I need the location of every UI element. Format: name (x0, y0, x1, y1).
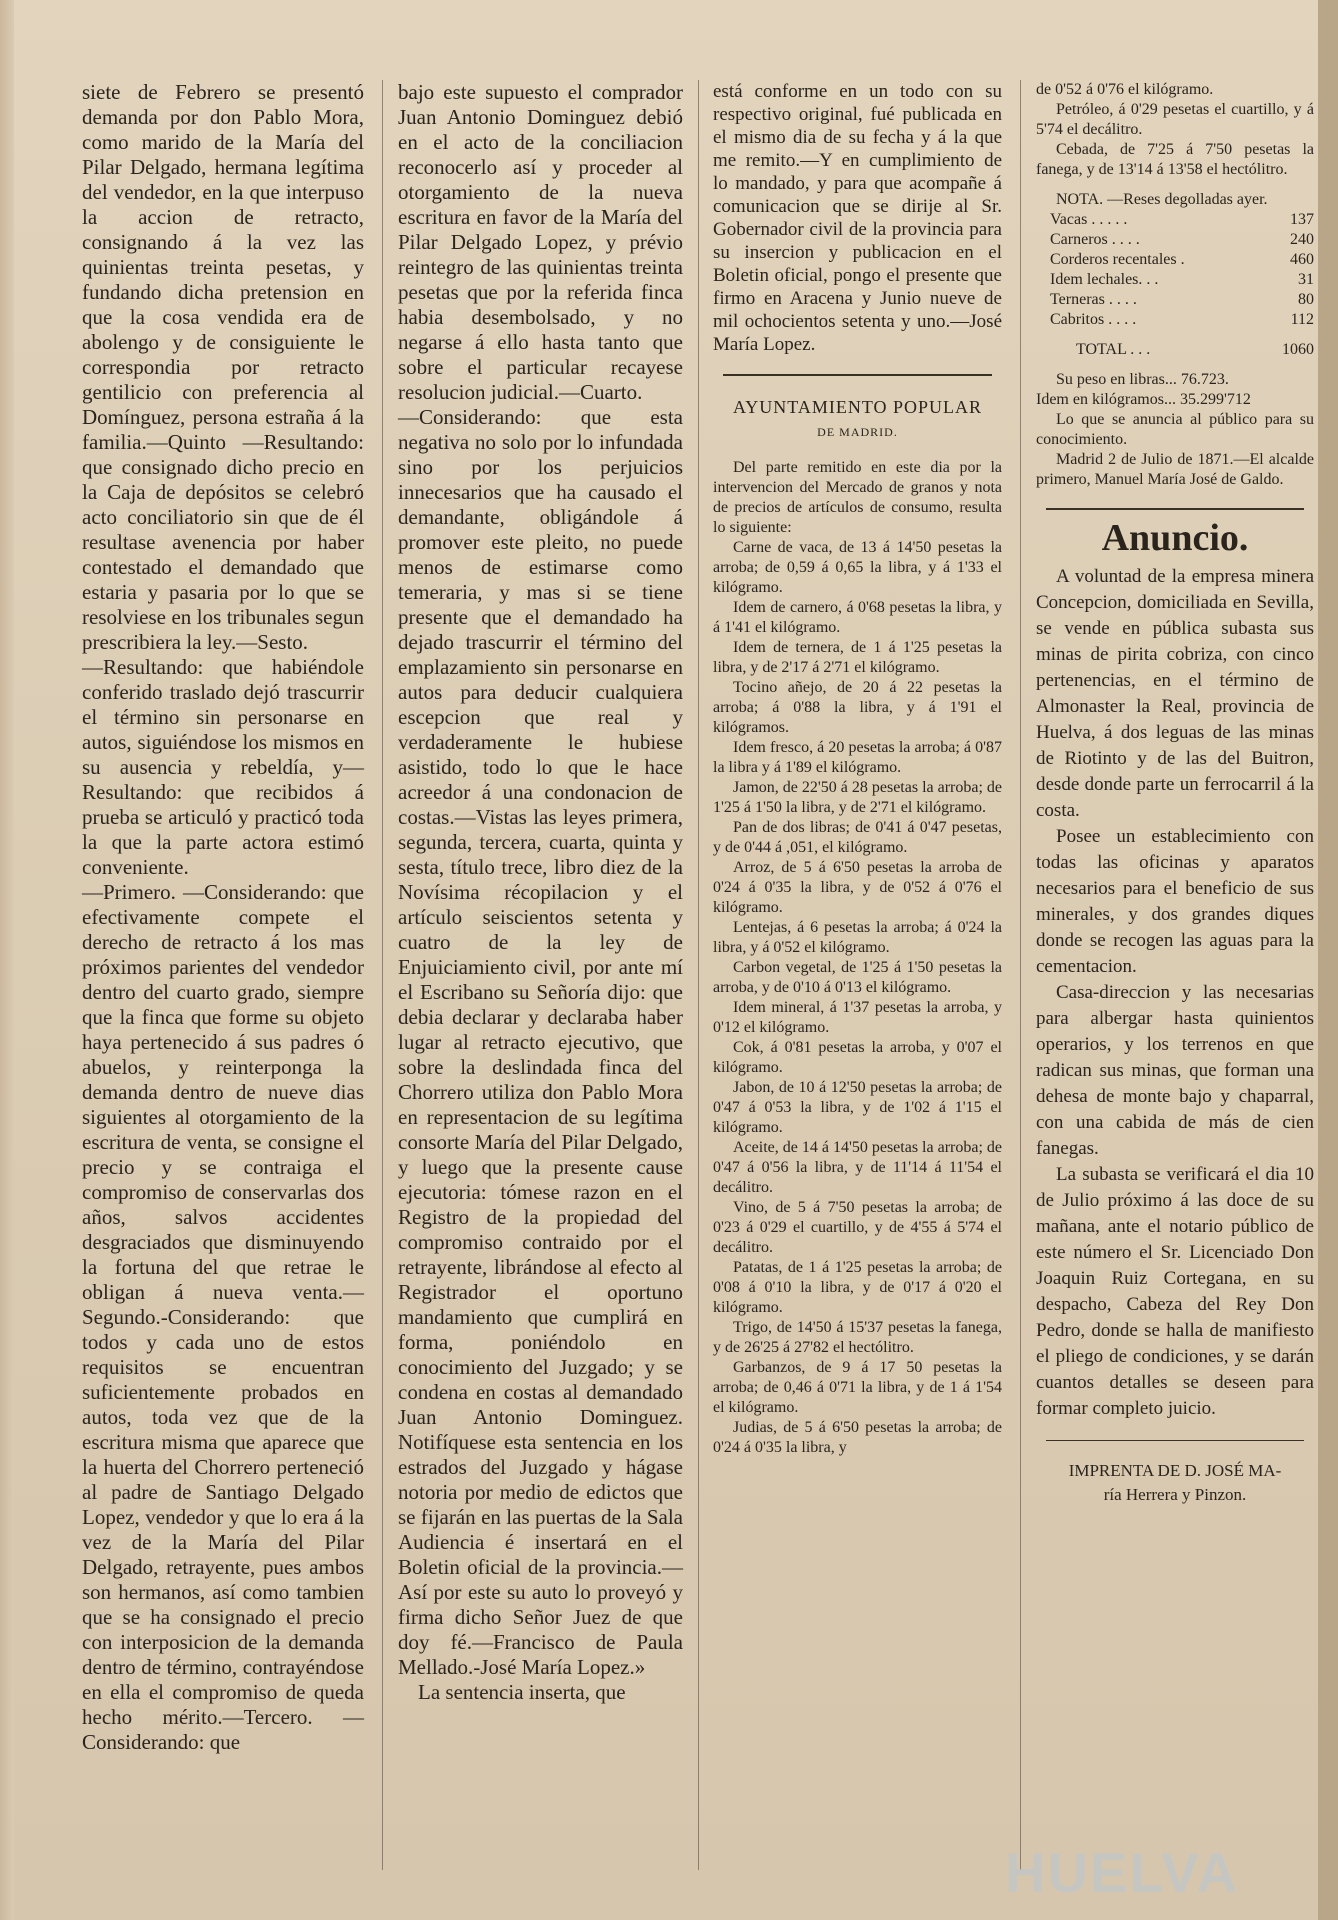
page-edge (1318, 0, 1338, 1920)
price-item: Carbon vegetal, de 1'25 á 1'50 pesetas la arroba, y de 0'10 á 0'13 el kilógramo. (713, 959, 1002, 996)
nota-value: 80 (1298, 291, 1314, 308)
col1-para-3: —Primero. —Considerando: que efectivamente compete el derecho de retracto á los mas próximos parientes del vendedor dentro del cuarto grado, siempre que la finca que forme su objeto haya pertenecido á sus padres ó abuelos, y reinterponga la demanda dentro de nueve dias siguientes al otorgamiento de la escritura de venta, se consigne el precio y se contraiga el compromiso de conservarlas dos años, salvos accidentes desgraciados que disminuyendo la fortuna del que retrae le obligan á nueva venta.—Segundo.-Considerando: que todos y cada uno de estos requisitos se encuentran suficientemente probados en autos, toda vez que de la escritura misma que aparece que la huerta del Chorrero perteneció al padre de Santiago Delgado Lopez, vendedor y que lo era á la vez de la María del Pilar Delgado, retrayente, pues ambos son hermanos, así como tambien que se ha consignado el precio con interposicion de la demanda dentro de término, contrayéndose en ella el compromiso de queda hecho mérito.—Tercero. —Considerando: que (82, 880, 364, 1754)
price-item: Carne de vaca, de 13 á 14'50 pesetas la arroba; de 0,59 á 0,65 la libra, y á 1'33 el kilógramo. (713, 539, 1002, 596)
price-item: Patatas, de 1 á 1'25 pesetas la arroba; de 0'08 á 0'10 la libra, y de 0'17 á 0'20 el kilógramo. (713, 1259, 1002, 1316)
col4-line: de 0'52 á 0'76 el kilógramo. (1036, 81, 1214, 98)
nota-total (1036, 340, 1314, 360)
price-item: Tocino añejo, de 20 á 22 pesetas la arroba; á 0'88 la libra, y á 1'91 el kilógramos. (713, 679, 1002, 736)
price-item: Idem de ternera, de 1 á 1'25 pesetas la libra, y de 2'17 á 2'71 el kilógramo. (713, 639, 1002, 676)
nota-row (1036, 250, 1314, 270)
nota-row (1036, 230, 1314, 250)
nota-label: Idem lechales. . . (1050, 271, 1159, 288)
column-3 (713, 80, 1002, 1458)
price-list (713, 458, 1002, 1458)
col4-line: Cebada, de 7'25 á 7'50 pesetas la fanega, y de 13'14 á 13'58 el hectólitro. (1036, 141, 1314, 178)
ayuntamiento-subtitle: DE MADRID. (817, 425, 898, 439)
nota-line: Su peso en libras... 76.723. (1056, 371, 1229, 388)
col4-line: Petróleo, á 0'29 pesetas el cuartillo, y á 5'74 el decálitro. (1036, 101, 1314, 138)
nota-row (1036, 210, 1314, 230)
price-item: Idem de carnero, á 0'68 pesetas la libra, y á 1'41 el kilógramo. (713, 599, 1002, 636)
archive-watermark: HUELVA (1005, 1841, 1239, 1904)
column-4 (1036, 80, 1314, 1505)
col1-para-1: siete de Febrero se presentó demanda por don Pablo Mora, como marido de la María del Pilar Delgado, hermana legítima del vendedor, en la que interpuso la accion de retracto, consignando á la vez las quinientas treinta pesetas, y fundando dicha pretension en que la cosa vendida era de abolengo y de consiguiente le correspondia por retracto gentilicio con preferencia al Domínguez, persona estraña á la familia.—Quinto —Resultando: que consignado dicho precio en la Caja de depósitos se celebró acto conciliatorio sin que de él resultase avenencia por haber contestado el demandado que estaria y pasaria por lo que se resolviese en los tribunales segun prescribiera la ley.—Sesto. (82, 80, 364, 654)
nota-row (1036, 290, 1314, 310)
price-item: Arroz, de 5 á 6'50 pesetas la arroba de 0'24 á 0'35 la libra, y de 0'52 á 0'76 el kilógramo. (713, 859, 1002, 916)
nota-table (1036, 190, 1314, 490)
price-item: Trigo, de 14'50 á 15'37 pesetas la fanega, y de 26'25 á 27'82 el hectólitro. (713, 1319, 1002, 1356)
nota-label: Vacas . . . . . (1050, 211, 1128, 228)
nota-value: 112 (1290, 311, 1314, 328)
anuncio-para: Casa-direccion y las necesarias para albergar hasta quinientos operarios, y los terrenos en que radican sus minas, que forman una dehesa de monte bajo y chaparral, con una cabida de más de cien fanegas. (1036, 982, 1314, 1159)
col3-top-text: está conforme en un todo con su respectivo original, fué publicada en el mismo dia de su fecha y á la que me remito.—Y en cumplimiento de lo mandado, y para que acompañe á comunicacion que se dirije al Sr. Gobernador civil de la provincia para su insercion y publicacion en el Boletin oficial, pongo el presente que firmo en Aracena y Junio nueve de mil ochocientos setenta y uno.—José María Lopez. (713, 81, 1002, 355)
page-fold (0, 0, 14, 1920)
column-2 (398, 80, 683, 1705)
col2-para-3: La sentencia inserta, que (418, 1680, 626, 1704)
nota-row (1036, 270, 1314, 290)
total-value: 1060 (1282, 341, 1314, 358)
price-item: Aceite, de 14 á 14'50 pesetas la arroba; de 0'47 á 0'56 la libra, y de 11'14 á 11'54 el decálitro. (713, 1139, 1002, 1196)
nota-value: 460 (1290, 251, 1314, 268)
price-item: Vino, de 5 á 7'50 pesetas la arroba; de 0'23 á 0'29 el cuartillo, y de 4'55 á 5'74 el decálitro. (713, 1199, 1002, 1256)
price-item: Idem fresco, á 20 pesetas la arroba; á 0'87 la libra y á 1'89 el kilógramo. (713, 739, 1002, 776)
nota-value: 31 (1298, 271, 1314, 288)
nota-heading: NOTA. —Reses degolladas ayer. (1056, 191, 1268, 208)
nota-label: Carneros . . . . (1050, 231, 1140, 248)
price-item: Lentejas, á 6 pesetas la arroba; á 0'24 la libra, y á 0'52 el kilógramo. (713, 919, 1002, 956)
nota-line: Idem en kilógramos... 35.299'712 (1036, 391, 1251, 408)
imprenta-line-2: ría Herrera y Pinzon. (1103, 1485, 1247, 1504)
nota-label: Corderos recentales . (1050, 251, 1185, 268)
anuncio-divider (1046, 508, 1304, 510)
anuncio-title: Anuncio. (1101, 517, 1249, 559)
anuncio-body (1036, 564, 1314, 1422)
column-rule-1 (382, 80, 383, 1870)
price-item: Pan de dos libras; de 0'41 á 0'47 pesetas, y de 0'44 á ,051, el kilógramo. (713, 819, 1002, 856)
price-item: Judias, de 5 á 6'50 pesetas la arroba; de 0'24 á 0'35 la libra, y (713, 1419, 1002, 1456)
column-1 (82, 80, 364, 1755)
nota-label: Cabritos . . . . (1050, 311, 1137, 328)
nota-value: 240 (1290, 231, 1314, 248)
price-item: Jamon, de 22'50 á 28 pesetas la arroba; de 1'25 á 1'50 la libra, y de 2'71 el kilógramo. (713, 779, 1003, 816)
price-intro: Del parte remitido en este dia por la intervencion del Mercado de granos y nota de precios de artículos de consumo, resulta lo siguiente: (713, 459, 1002, 536)
nota-row (1036, 310, 1314, 330)
price-item: Jabon, de 10 á 12'50 pesetas la arroba; de 0'47 á 0'53 la libra, y de 1'02 á 1'15 el kilógramo. (713, 1079, 1002, 1136)
total-label: TOTAL . . . (1076, 341, 1151, 358)
ayuntamiento-title: AYUNTAMIENTO POPULAR (732, 397, 983, 417)
col2-para-1: bajo este supuesto el comprador Juan Antonio Dominguez debió en el acto de la conciliacion reconocerlo así y proceder al otorgamiento de la nueva escritura en favor de la María del Pilar Delgado Lopez, y prévio reintegro de las quinientas treinta pesetas que por la referida finca habia desembolsado, y no negarse á ello hasta tanto que sobre el particular recayese resolucion judicial.—Cuarto. (398, 80, 683, 404)
imprenta-divider (1046, 1440, 1304, 1441)
price-item: Cok, á 0'81 pesetas la arroba, y 0'07 el kilógramo. (713, 1039, 1002, 1076)
anuncio-para: La subasta se verificará el dia 10 de Julio próximo á las doce de su mañana, ante el notario público de este número el Sr. Licenciado Don Joaquin Ruiz Cortegana, en su despacho, Cabeza del Rey Don Pedro, donde se halla de manifiesto el pliego de condiciones, y se darán cuantos detalles se deseen para formar completo juicio. (1036, 1164, 1314, 1419)
price-item: Garbanzos, de 9 á 17 50 pesetas la arroba; de 0,46 á 0'71 la libra, y de 1 á 1'54 el kilógramo. (713, 1359, 1002, 1416)
nota-line: Lo que se anuncia al público para su conocimiento. (1036, 411, 1314, 448)
column-rule-3 (1020, 80, 1021, 1870)
anuncio-para: Posee un establecimiento con todas las oficinas y aparatos necesarios para el beneficio de sus minerales, y dos grandes diques donde se recogen las aguas para la cementacion. (1036, 826, 1314, 977)
col2-para-2: —Considerando: que esta negativa no solo por lo infundada sino por los perjuicios innecesarios que ha causado el demandante, obligándole á promover este pleito, no puede menos de estimarse como temeraria, y mas si se tiene presente que el demandado ha dejado trascurrir el término del emplazamiento sin personarse en autos para deducir cualquiera escepcion que real y verdaderamente le hubiese asistido, todo lo que le hace acreedor á una condonacion de costas.—Vistas las leyes primera, segunda, tercera, cuarta, quinta y sesta, título trece, libro diez de la Novísima récopilacion y el artículo seiscientos setenta y cuatro de la ley de Enjuiciamiento civil, por ante mí el Escribano su Señoría dijo: que debia declarar y declaraba haber lugar al retracto ejecutivo, que sobre la deslindada finca del Chorrero utiliza don Pablo Mora en representacion de su legítima consorte María del Pilar Delgado, y luego que la presente cause ejecutoria: tómese razon en el Registro de la propiedad del compromiso contraido por el retrayente, librándose al efecto al Registrador el oportuno mandamiento que cumplirá en forma, poniéndolo en conocimiento del Juzgado; y se condena en costas al demandado Juan Antonio Dominguez. Notifíquese esta sentencia en los estrados del Juzgado y hágase notoria por medio de edictos que se fijarán en las puertas de la Sala Audiencia é insertará en el Boletin oficial de la provincia.—Así por este su auto lo proveyó y firma dicho Señor Juez de que doy fé.—Francisco de Paula Mellado.-José María Lopez.» (398, 405, 683, 1679)
nota-value: 137 (1290, 211, 1314, 228)
anuncio-para: A voluntad de la empresa minera Concepcion, domiciliada en Sevilla, se vende en pública subasta sus minas de pirita cobriza, con cinco pertenencias, en el término de Almonaster la Real, provincia de Huelva, á dos leguas de las minas de Riotinto y de las del Buitron, desde donde parte un ferrocarril á la costa. (1036, 566, 1314, 821)
col1-para-2: —Resultando: que habiéndole conferido traslado dejó trascurrir el término sin personarse en autos, siguiéndose los mismos en su ausencia y rebeldía, y—Resultando: que recibidos á prueba se articuló y practicó toda la que la parte actora estimó conveniente. (82, 655, 364, 879)
nota-line: Madrid 2 de Julio de 1871.—El alcalde primero, Manuel María José de Galdo. (1036, 451, 1314, 488)
nota-label: Terneras . . . . (1050, 291, 1137, 308)
section-divider (723, 374, 992, 376)
column-rule-2 (698, 80, 699, 1870)
price-item: Idem mineral, á 1'37 pesetas la arroba, y 0'12 el kilógramo. (713, 999, 1002, 1036)
imprenta-line-1: IMPRENTA DE D. JOSÉ MA- (1068, 1461, 1282, 1480)
